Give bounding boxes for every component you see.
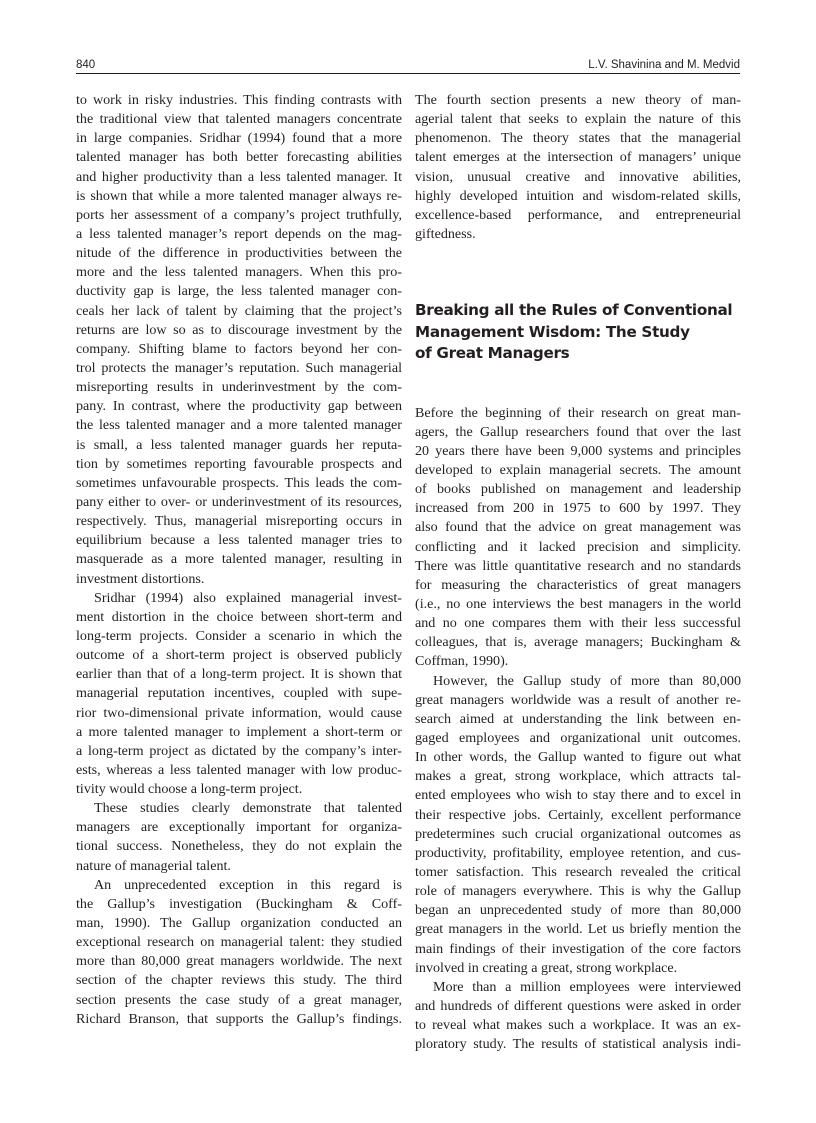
- section-heading-line: of Great Managers: [415, 344, 570, 363]
- text-line: productivity, profitability, employee retention, and cus-: [415, 844, 741, 861]
- text-line: phenomenon. The theory states that the managerial: [415, 130, 741, 147]
- paragraph: [76, 876, 402, 1029]
- text-line: in large companies. Sridhar (1994) found that a more: [76, 130, 402, 147]
- text-line: highly developed intuition and wisdom-related skills,: [415, 187, 741, 204]
- text-line: great managers worldwide was a result of another re-: [415, 691, 741, 708]
- text-line: outcome of a short-term project is observed publicly: [76, 647, 402, 664]
- text-line: and hundreds of different questions were asked in order: [415, 997, 741, 1014]
- text-line: agerial talent that seeks to explain the nature of this: [415, 111, 741, 128]
- text-line: managerial reputation incentives, coupled with supe-: [76, 685, 402, 702]
- text-line: ceals her lack of talent by claiming that the project’s: [76, 302, 402, 319]
- text-line: a long-term project as dictated by the company’s inter-: [76, 742, 402, 759]
- text-line: is shown that while a more talented manager always re-: [76, 187, 402, 204]
- right-column: [415, 91, 741, 1054]
- text-line: talented manager has both better forecasting abilities: [76, 149, 402, 166]
- text-line: Sridhar (1994) also explained managerial invest-: [94, 589, 402, 606]
- paragraph: [415, 672, 741, 978]
- text-line: section presents the case study of a great manager,: [76, 991, 402, 1008]
- text-line: Richard Branson, that supports the Gallup’s findings.: [76, 1010, 402, 1027]
- text-line: the less talented manager and a more talented manager: [76, 417, 402, 434]
- text-line: tivity would choose a long-term project.: [76, 781, 303, 798]
- text-line: section of the chapter reviews this study. The third: [76, 972, 402, 989]
- text-line: vision, unusual creative and innovative abilities,: [415, 168, 741, 185]
- text-line: nature of managerial talent.: [76, 857, 231, 874]
- text-line: ented employees who wish to stay there and to excel in: [415, 787, 741, 804]
- text-line: The fourth section presents a new theory of man-: [415, 92, 741, 108]
- text-line: their respective jobs. Certainly, excellent performance: [415, 806, 741, 823]
- text-line: pany either to over- or underinvestment of its resources,: [76, 493, 402, 510]
- text-line: to reveal what makes such a workplace. It was an ex-: [415, 1017, 741, 1034]
- text-line: role of managers everywhere. This is why the Gallup: [415, 883, 741, 900]
- text-line: began an unprecedented study of more than 80,000: [415, 902, 741, 919]
- text-line: predetermines such crucial organizational outcomes as: [415, 825, 741, 842]
- text-line: involved in creating a great, strong workplace.: [415, 959, 678, 976]
- paragraph: [415, 91, 741, 244]
- text-line: a more talented manager to implement a short-term or: [76, 723, 402, 740]
- text-line: agers, the Gallup researchers found that over the last: [415, 423, 741, 440]
- text-line: developed to explain managerial secrets. The amount: [415, 462, 741, 479]
- text-line: These studies clearly demonstrate that talented: [94, 800, 402, 817]
- text-line: misreporting results in underinvestment by the com-: [76, 379, 402, 396]
- section-heading: [415, 300, 741, 365]
- paragraph: [76, 589, 402, 800]
- text-line: of books published on management and leadership: [415, 481, 741, 498]
- text-line: increased from 200 in 1975 to 600 by 1997. They: [415, 500, 741, 517]
- text-line: In other words, the Gallup wanted to figure out what: [415, 749, 741, 766]
- text-line: and no one compares them with their less successful: [415, 615, 741, 632]
- text-line: colleagues, that is, average managers; Buckingham &: [415, 634, 741, 651]
- text-line: There was little quantitative research and no standards: [415, 557, 741, 574]
- text-line: a less talented manager’s report depends on the mag-: [76, 225, 402, 242]
- left-column: [76, 91, 402, 1029]
- section-body: [415, 404, 741, 1055]
- text-line: Coffman, 1990).: [415, 653, 509, 670]
- text-line: masquerade as a more talented manager, resulting in: [76, 551, 402, 568]
- text-line: for measuring the characteristics of great managers: [415, 576, 741, 593]
- text-line: Before the beginning of their research on great man-: [415, 404, 741, 421]
- text-line: respectively. Thus, managerial misreporting occurs in: [76, 513, 402, 530]
- intro-paragraph: [415, 91, 741, 244]
- text-line: also found that the advice on great management was: [415, 519, 741, 536]
- text-line: tional success. Nonetheless, they do not explain the: [76, 838, 402, 855]
- text-line: However, the Gallup study of more than 80,000: [433, 672, 741, 689]
- text-line: ploratory study. The results of statistical analysis indi-: [415, 1036, 741, 1053]
- text-line: company. Shifting blame to factors beyond her con-: [76, 340, 402, 357]
- text-line: the traditional view that talented managers concentrate: [76, 111, 402, 128]
- text-line: to work in risky industries. This finding contrasts with: [76, 92, 402, 108]
- text-line: the Gallup’s investigation (Buckingham & Coff-: [76, 895, 402, 912]
- text-line: ment distortion in the choice between short-term and: [76, 608, 402, 625]
- text-line: exceptional research on managerial talent: they studied: [76, 934, 402, 951]
- paragraph: [76, 91, 402, 589]
- text-line: pany. In contrast, where the productivity gap between: [76, 398, 402, 415]
- text-line: giftedness.: [415, 225, 476, 242]
- text-line: excellence-based performance, and entrepreneurial: [415, 206, 741, 223]
- text-line: ests, whereas a less talented manager with low produc-: [76, 761, 402, 778]
- page-number: 840: [76, 59, 96, 71]
- text-line: 20 years there have been 9,000 systems and principles: [415, 442, 741, 459]
- text-line: managers are exceptionally important for organiza-: [76, 819, 402, 836]
- text-line: is small, a less talented manager guards her reputa-: [76, 436, 402, 453]
- running-head: [76, 57, 740, 74]
- text-line: ductivity gap is large, the less talented manager con-: [76, 283, 402, 300]
- text-line: ports her assessment of a company’s project truthfully,: [76, 206, 402, 223]
- text-line: More than a million employees were interviewed: [433, 978, 741, 995]
- section-heading-line: Breaking all the Rules of Conventional: [415, 301, 733, 320]
- text-line: makes a great, strong workplace, which attracts tal-: [415, 768, 741, 785]
- section-heading-line: Management Wisdom: The Study: [415, 322, 690, 341]
- text-line: investment distortions.: [76, 570, 205, 587]
- text-line: tion by sometimes reporting favourable prospects and: [76, 455, 402, 472]
- text-line: more than 80,000 great managers worldwide. The next: [76, 953, 402, 970]
- text-line: main findings of their investigation of the core factors: [415, 940, 741, 957]
- text-line: more and the less talented managers. When this pro-: [76, 264, 402, 281]
- paragraph: [415, 404, 741, 672]
- text-line: search aimed at understanding the link between en-: [415, 710, 741, 727]
- text-line: man, 1990). The Gallup organization conducted an: [76, 915, 402, 932]
- text-line: returns are low so as to discourage investment by the: [76, 321, 402, 338]
- text-line: gaged employees and organizational unit outcomes.: [415, 730, 741, 747]
- paragraph: [415, 978, 741, 1055]
- text-line: talent emerges at the intersection of managers’ unique: [415, 149, 741, 166]
- text-line: An unprecedented exception in this regard is: [94, 876, 402, 893]
- text-line: earlier than that of a long-term project. It is shown that: [76, 666, 402, 683]
- text-line: conflicting and it lacked precision and simplicity.: [415, 538, 741, 555]
- paragraph: [76, 799, 402, 876]
- text-line: trol protects the manager’s reputation. Such managerial: [76, 359, 402, 376]
- running-head-authors: L.V. Shavinina and M. Medvid: [588, 59, 740, 71]
- text-line: equilibrium because a less talented manager tries to: [76, 532, 402, 549]
- text-line: and higher productivity than a less talented manager. It: [76, 168, 402, 185]
- text-line: long-term projects. Consider a scenario in which the: [76, 627, 402, 644]
- text-line: great managers in the world. Let us briefly mention the: [415, 921, 741, 938]
- text-line: rior two-dimensional private information, would cause: [76, 704, 402, 721]
- text-line: nitude of the difference in productivities between the: [76, 245, 402, 262]
- text-line: sometimes unfavourable prospects. This leads the com-: [76, 474, 402, 491]
- text-line: (i.e., no one interviews the best managers in the world: [415, 596, 741, 613]
- text-line: tomer satisfaction. This research revealed the critical: [415, 864, 741, 880]
